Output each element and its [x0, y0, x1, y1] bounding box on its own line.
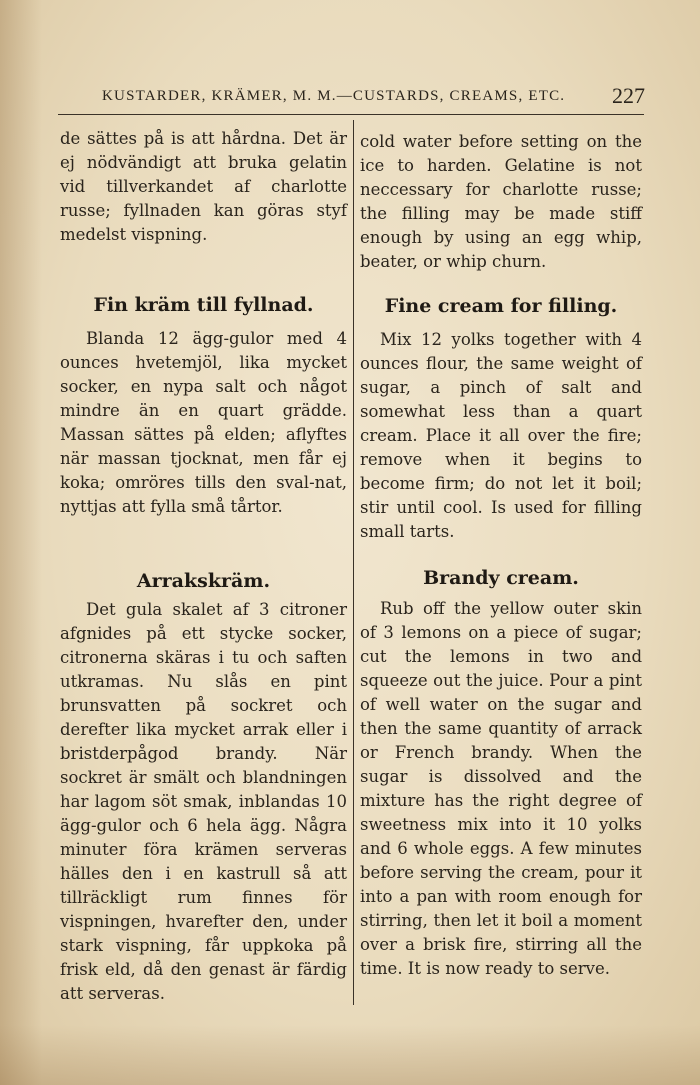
page-shadow-bottom	[0, 1025, 700, 1085]
right-section1-paragraph: Mix 12 yolks together with 4 ounces flour, the same weight of sugar, a pinch of salt and somewhat less than a quart cream. Place it all over the fire; remove when it begins to become firm; do not let it boil; stir until cool. Is used for filling small tarts.	[360, 330, 642, 541]
left-heading-arrakskram: Arrakskräm.	[136, 570, 271, 592]
left-section2-paragraph: Det gula skalet af 3 citroner afgnides på ett stycke socker, citronerna skäras i tu och saften utkramas. Nu slås en pint brunsvatten på sockret och derefter lika mycket arrak eller i bristderpågod brandy. När sockret är smält och blandningen har lagom söt smak, inblandas 10 ägg-gulor och 6 hela ägg. Några minuter föra krämen serveras hälles den i en kastrull så att tillräckligt rum finnes för vispningen, hvarefter den, under stark vispning, får uppkoka på frisk eld, då den genast är färdig att serveras.	[60, 600, 347, 1003]
header-rule	[58, 114, 644, 115]
page-number: 227	[612, 83, 645, 108]
left-section1-paragraph: Blanda 12 ägg-gulor med 4 ounces hvetemjöl, lika mycket socker, en nypa salt och något mindre än en quart grädde. Massan sättes på elden; aflyftes när massan tjocknat, men får ej koka; omröres tills den sval-nat, nyttjas att fylla små tårtor.	[60, 329, 347, 516]
page-shadow-left	[0, 0, 42, 1085]
running-head	[60, 83, 645, 110]
left-heading-fin-kram: Fin kräm till fyllnad.	[93, 294, 314, 316]
column-divider	[353, 120, 354, 1005]
right-heading-brandy-cream: Brandy cream.	[423, 567, 579, 589]
right-intro-paragraph: cold water before setting on the ice to harden. Gelatine is not neccessary for charlotte russe; the filling may be made stiff enough by using an egg whip, beater, or whip churn.	[360, 132, 642, 271]
running-title: KUSTARDER, KRÄMER, M. M.—CUSTARDS, CREAMS, ETC.	[102, 88, 566, 104]
right-section2-paragraph: Rub off the yellow outer skin of 3 lemons on a piece of sugar; cut the lemons in two and squeeze out the juice. Pour a pint of well water on the sugar and then the same quantity of arrack or French brandy. When the sugar is dissolved and the mixture has the right degree of sweetness mix into it 10 yolks and 6 whole eggs. A few minutes before serving the cream, pour it into a pan with room enough for stirring, then let it boil a moment over a brisk fire, stirring all the time. It is now ready to serve.	[360, 599, 642, 978]
left-intro-paragraph: de sättes på is att hårdna. Det är ej nödvändigt att bruka gelatin vid tillverkandet af charlotte russe; fyllnaden kan göras styf medelst vispning.	[60, 129, 347, 244]
right-heading-fine-cream: Fine cream for filling.	[384, 295, 618, 317]
